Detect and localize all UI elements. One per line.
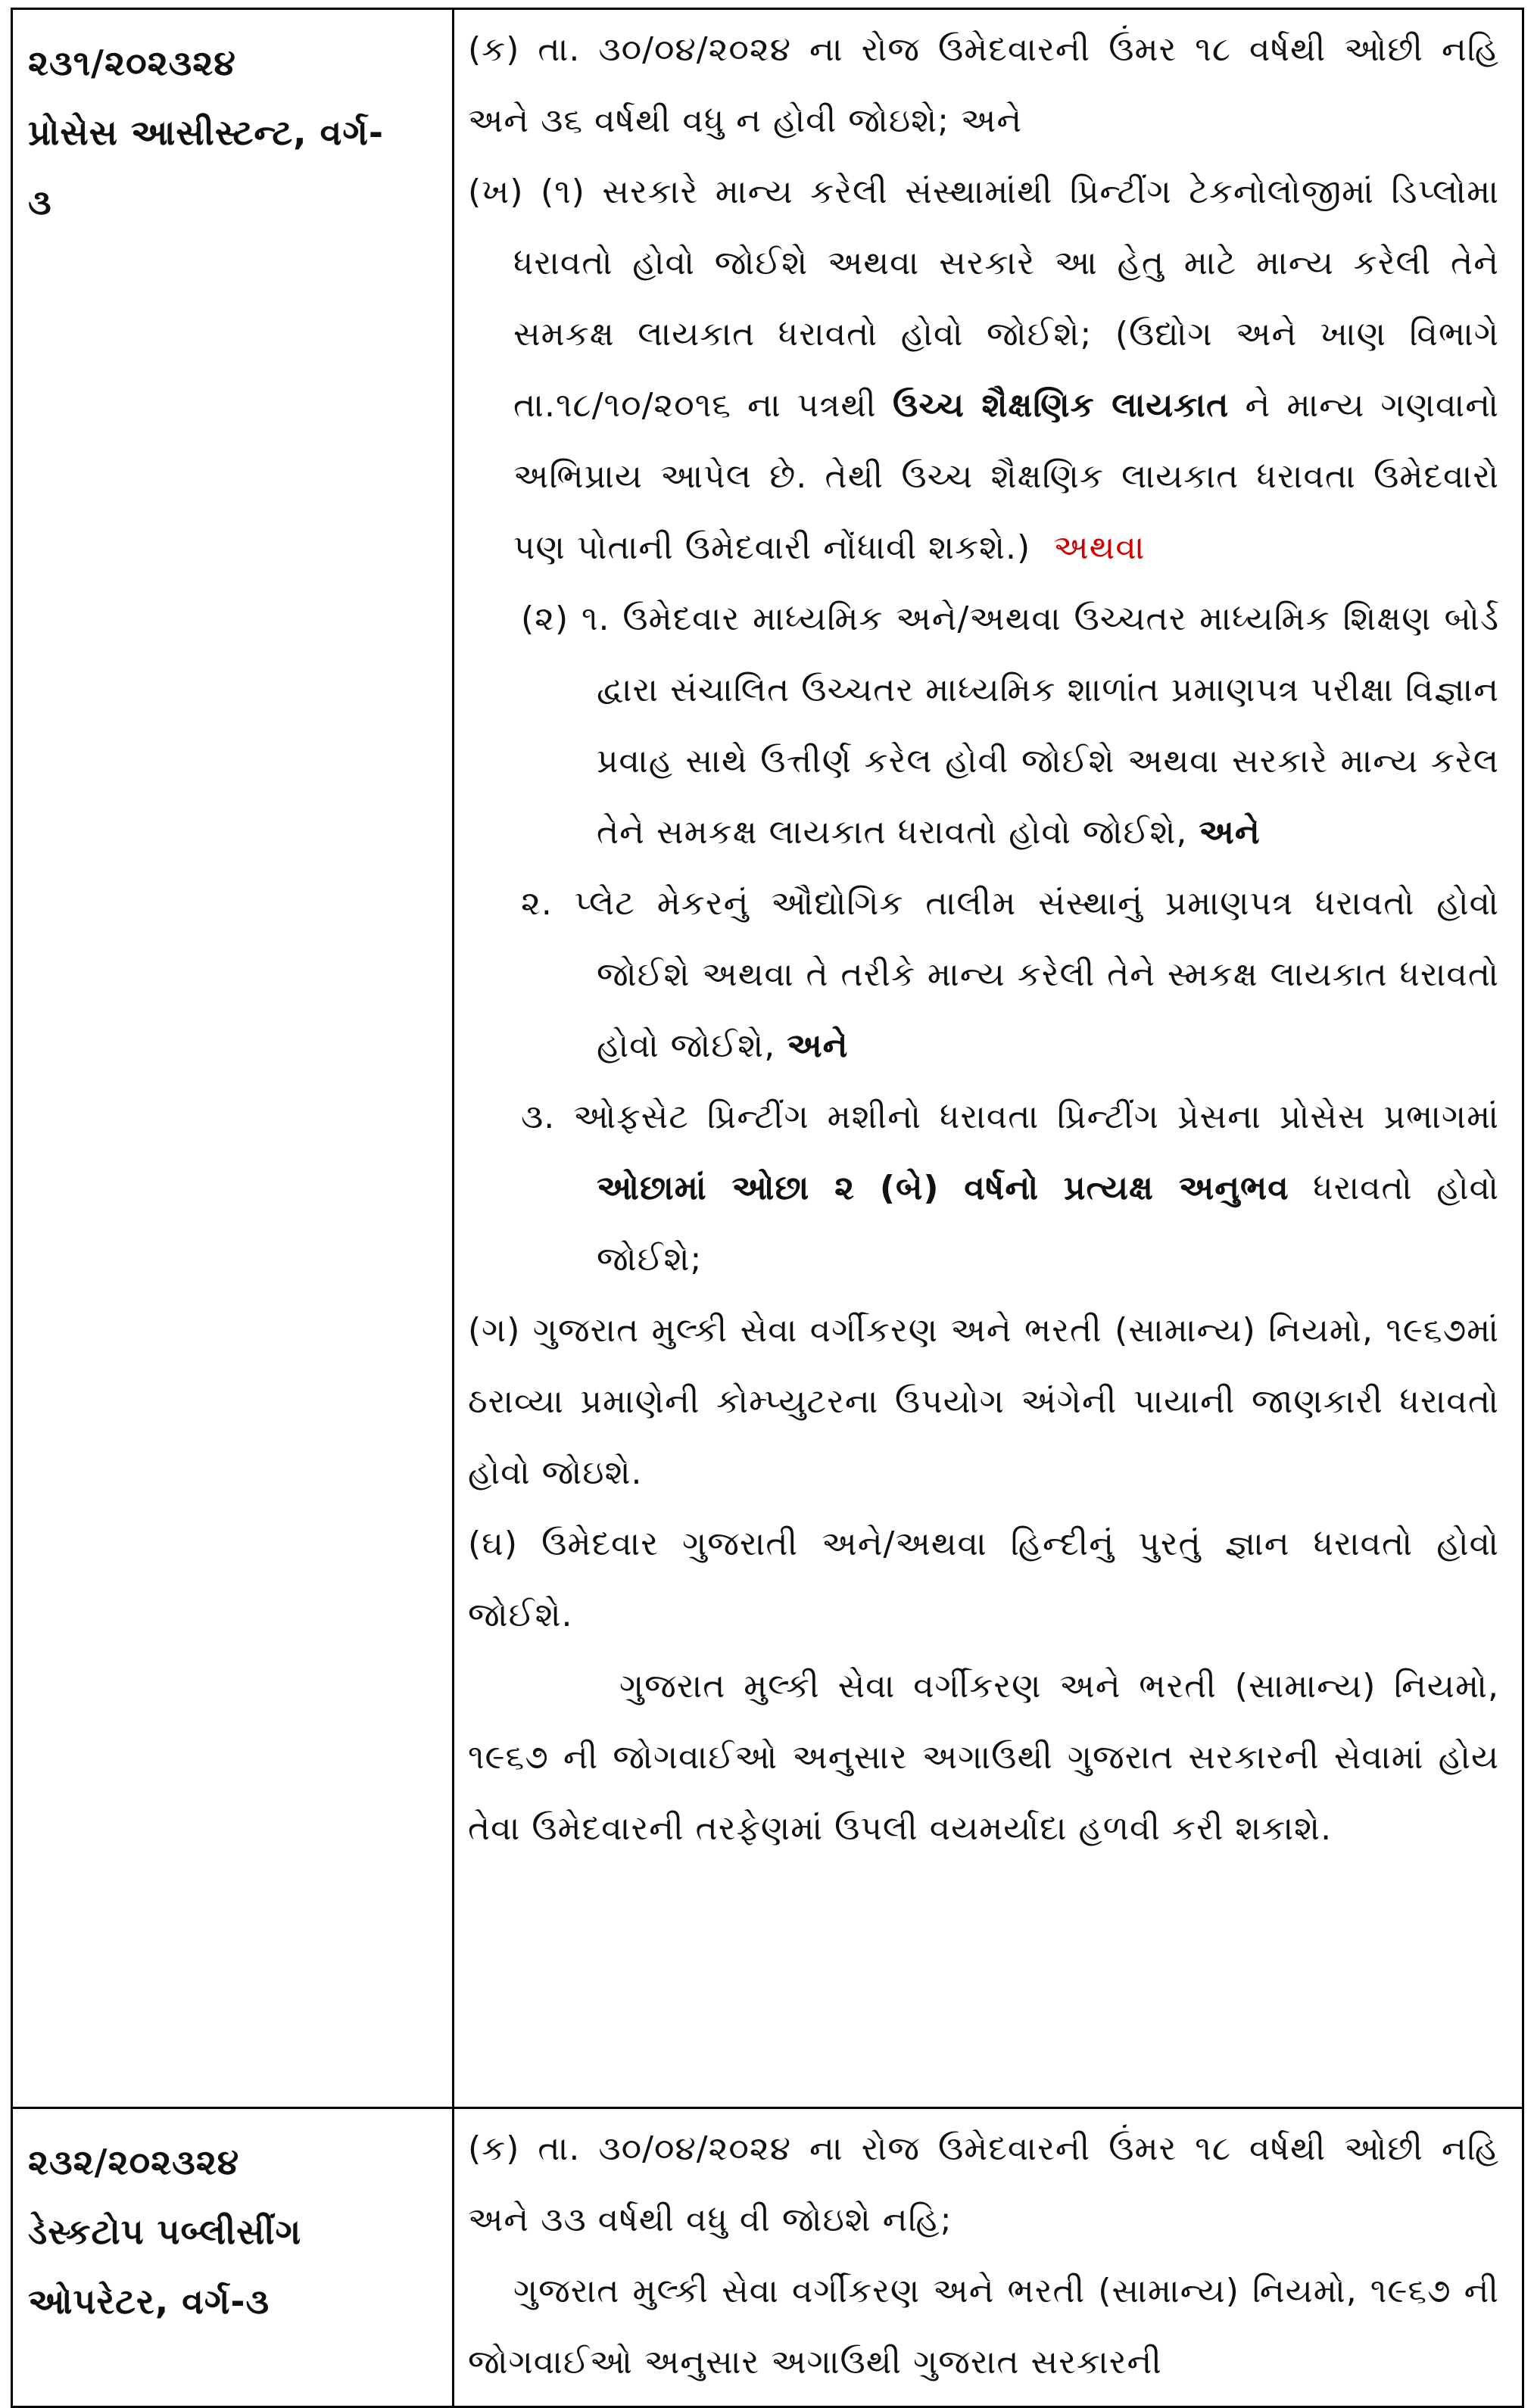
advt-code: ૨૩૧/૨૦૨૩૨૪ bbox=[28, 42, 236, 83]
clause-label: (૨) ૧. bbox=[521, 600, 610, 638]
clause-kha-2-2 bbox=[468, 868, 1499, 1082]
clause-ka: (ક) તા. ૩૦/૦૪/૨૦૨૪ ના રોજ ઉમેદવારની ઉંમર ૧૮ વર્ષથી ઓછી નહિ અને ૩૬ વર્ષથી વધુ ન હોવી જોઇશે; અને bbox=[468, 30, 1499, 140]
clause-text: ૨. પ્લેટ મેકરનું ઔદ્યોગિક તાલીમ સંસ્થાનું પ્રમાણપત્ર ધરાવતો હોવો જોઈશે અથવા તે તરીકે માન્ય કરેલી તેને સ્મકક્ષ લાયકાત ધરાવતો હોવો જોઈશે, bbox=[521, 884, 1499, 1065]
clause-label: (ખ) (૧) bbox=[468, 173, 585, 211]
post-cell bbox=[12, 2108, 454, 2407]
post-title-line: પ્રોસેસ આસીસ્ટન્ટ, વર્ગ- bbox=[28, 112, 384, 153]
post-title-line: ૩ bbox=[28, 182, 52, 223]
table-row bbox=[12, 2108, 1523, 2407]
or-marker: અથવા bbox=[1053, 528, 1146, 567]
clause-text: ઉમેદવાર માધ્યમિક અને/અથવા ઉચ્ચતર માધ્યમિક શિક્ષણ બોર્ડ દ્વારા સંચાલિત ઉચ્ચતર માધ્યમિક શાળાંત પ્રમાણપત્ર પરીક્ષા વિજ્ઞાન પ્રવાહ સાથે ઉત્તીર્ણ કરેલ હોવી જોઈશે અથવા સરકારે માન્ય કરેલ તેને સમકક્ષ લાયકાત ધરાવતો હોવો જોઈશે, bbox=[597, 600, 1499, 852]
note-bold: ઉચ્ચ શૈક્ષણિક લાયકાત bbox=[892, 386, 1230, 425]
and-marker: અને bbox=[787, 1026, 849, 1065]
clause-kha-2-3 bbox=[468, 1082, 1499, 1295]
age-relaxation-note: ગુજરાત મુલ્કી સેવા વર્ગીકરણ અને ભરતી (સામાન્ય) નિયમો, ૧૯૬૭ ની જોગવાઈઓ અનુસાર અગાઉથી ગુજરાત સરકારની સેવામાં હોય તેવા ઉમેદવારની તરફેણમાં ઉપલી વયમર્યાદા હળવી કરી શકાશે. bbox=[468, 1667, 1499, 1848]
clause-kha-2-1 bbox=[468, 584, 1499, 868]
post-title-line: ઓપરેટર, વર્ગ-૩ bbox=[28, 2281, 270, 2322]
post-cell bbox=[12, 9, 454, 2108]
clause-text: ૩. ઓફસેટ પ્રિન્ટીંગ મશીનો ધરાવતા પ્રિન્ટીંગ પ્રેસના પ્રોસેસ પ્રભાગમાં bbox=[521, 1098, 1499, 1136]
clause-ka: (ક) તા. ૩૦/૦૪/૨૦૨૪ ના રોજ ઉમેદવારની ઉંમર ૧૮ વર્ષથી ઓછી નહિ અને ૩૩ વર્ષથી વધુ વી જોઇશે નહિ; bbox=[468, 2129, 1499, 2239]
and-marker: અને bbox=[1199, 813, 1261, 852]
experience-bold: ઓછામાં ઓછા ૨ (બે) વર્ષનો પ્રત્યક્ષ અનુભવ bbox=[597, 1169, 1289, 1207]
table-row bbox=[12, 9, 1523, 2108]
clause-kha-1 bbox=[468, 157, 1499, 584]
eligibility-cell bbox=[454, 9, 1523, 2108]
post-title-line: ડેસ્કટોપ પબ્લીસીંગ bbox=[28, 2211, 302, 2252]
eligibility-cell bbox=[454, 2108, 1523, 2407]
clause-gha: (ઘ) ઉમેદવાર ગુજરાતી અને/અથવા હિન્દીનું પુરતું જ્ઞાન ધરાવતો હોવો જોઈશે. bbox=[468, 1525, 1499, 1634]
clause-text: સરકારે માન્ય કરેલી સંસ્થામાંથી પ્રિન્ટીંગ ટેકનોલોજીમાં ડિપ્લોમા ધરાવતો હોવો જોઈશે અથવા સરકારે આ હેતુ માટે માન્ય કરેલી તેને સમકક્ષ લાયકાત ધરાવતો હોવો જોઈશે; bbox=[513, 173, 1499, 354]
clause-text: ધરાવતો હોવો જોઈશે; bbox=[597, 1169, 1499, 1279]
advt-code: ૨૩૨/૨૦૨૩૨૪ bbox=[28, 2142, 240, 2182]
note-prefix: (ઉદ્યોગ અને ખાણ વિભાગે તા.૧૮/૧૦/૨૦૧૬ ના પત્રથી bbox=[513, 315, 1499, 425]
eligibility-table bbox=[11, 8, 1524, 2408]
note-suffix: ને માન્ય ગણવાનો અભિપ્રાય આપેલ છે. તેથી ઉચ્ચ શૈક્ષણિક લાયકાત ધરાવતા ઉમેદવારો પણ પોતાની ઉમેદવારી નોંધાવી શકશે.) bbox=[513, 386, 1499, 567]
clause-ga: (ગ) ગુજરાત મુલ્કી સેવા વર્ગીકરણ અને ભરતી (સામાન્ય) નિયમો, ૧૯૬૭માં ઠરાવ્યા પ્રમાણેની કોમ્પ્યુટરના ઉપયોગ અંગેની પાયાની જાણકારી ધરાવતો હોવો જોઇશે. bbox=[468, 1311, 1499, 1492]
age-relaxation-note: ગુજરાત મુલ્કી સેવા વર્ગીકરણ અને ભરતી (સામાન્ય) નિયમો, ૧૯૬૭ ની જોગવાઈઓ અનુસાર અગાઉથી ગુજરાત સરકારની bbox=[468, 2272, 1499, 2382]
